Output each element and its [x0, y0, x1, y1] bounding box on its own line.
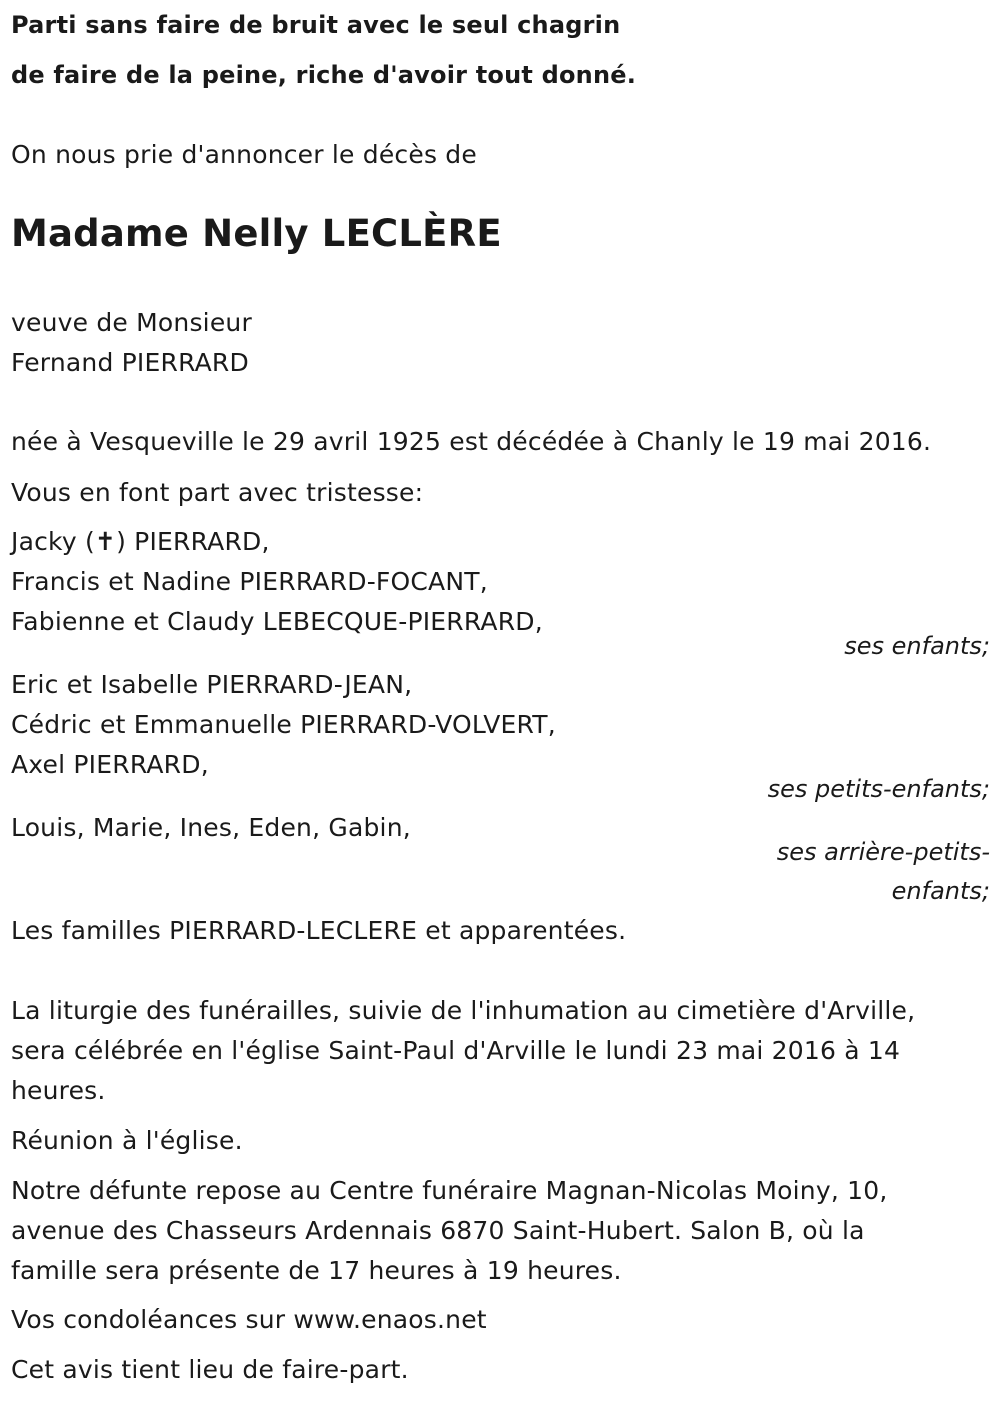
epigraph-line-1: Parti sans faire de bruit avec le seul chagrin [11, 11, 621, 39]
spouse-line-2: Fernand PIERRARD [11, 348, 249, 377]
great-grandchildren-role-line-2: enfants; [891, 877, 990, 905]
children-role: ses enfants; [844, 632, 990, 660]
announcement-intro: On nous prie d'annoncer le décès de [11, 140, 477, 169]
funeral-line: sera célébrée en l'église Saint-Paul d'Arville le lundi 23 mai 2016 à 14 [11, 1036, 901, 1065]
sharing-statement: Vous en font part avec tristesse: [11, 478, 424, 507]
epigraph-line-2: de faire de la peine, riche d'avoir tout donné. [11, 61, 637, 89]
child-entry: Jacky (✝) PIERRARD, [11, 527, 270, 556]
child-entry: Francis et Nadine PIERRARD-FOCANT, [11, 567, 488, 596]
rest-line: Notre défunte repose au Centre funéraire Magnan-Nicolas Moiny, 10, [11, 1176, 888, 1205]
grandchild-entry: Axel PIERRARD, [11, 750, 209, 779]
grandchild-entry: Eric et Isabelle PIERRARD-JEAN, [11, 670, 413, 699]
notice-statement: Cet avis tient lieu de faire-part. [11, 1355, 409, 1384]
rest-line: avenue des Chasseurs Ardennais 6870 Saint-Hubert. Salon B, où la [11, 1216, 865, 1245]
condolences-statement: Vos condoléances sur www.enaos.net [11, 1305, 487, 1334]
great-grandchildren-role-line-1: ses arrière-petits- [776, 838, 990, 866]
funeral-line: heures. [11, 1076, 106, 1105]
rest-line: famille sera présente de 17 heures à 19 heures. [11, 1256, 622, 1285]
great-grandchild-entry: Louis, Marie, Ines, Eden, Gabin, [11, 813, 411, 842]
grandchild-entry: Cédric et Emmanuelle PIERRARD-VOLVERT, [11, 710, 556, 739]
deceased-name: Madame Nelly LECLÈRE [11, 212, 502, 255]
meeting-statement: Réunion à l'église. [11, 1126, 243, 1155]
grandchildren-role: ses petits-enfants; [767, 775, 990, 803]
funeral-line: La liturgie des funérailles, suivie de l'inhumation au cimetière d'Arville, [11, 996, 916, 1025]
birth-death-statement: née à Vesqueville le 29 avril 1925 est décédée à Chanly le 19 mai 2016. [11, 427, 932, 456]
families-statement: Les familles PIERRARD-LECLERE et apparentées. [11, 916, 627, 945]
spouse-line-1: veuve de Monsieur [11, 308, 252, 337]
child-entry: Fabienne et Claudy LEBECQUE-PIERRARD, [11, 607, 543, 636]
